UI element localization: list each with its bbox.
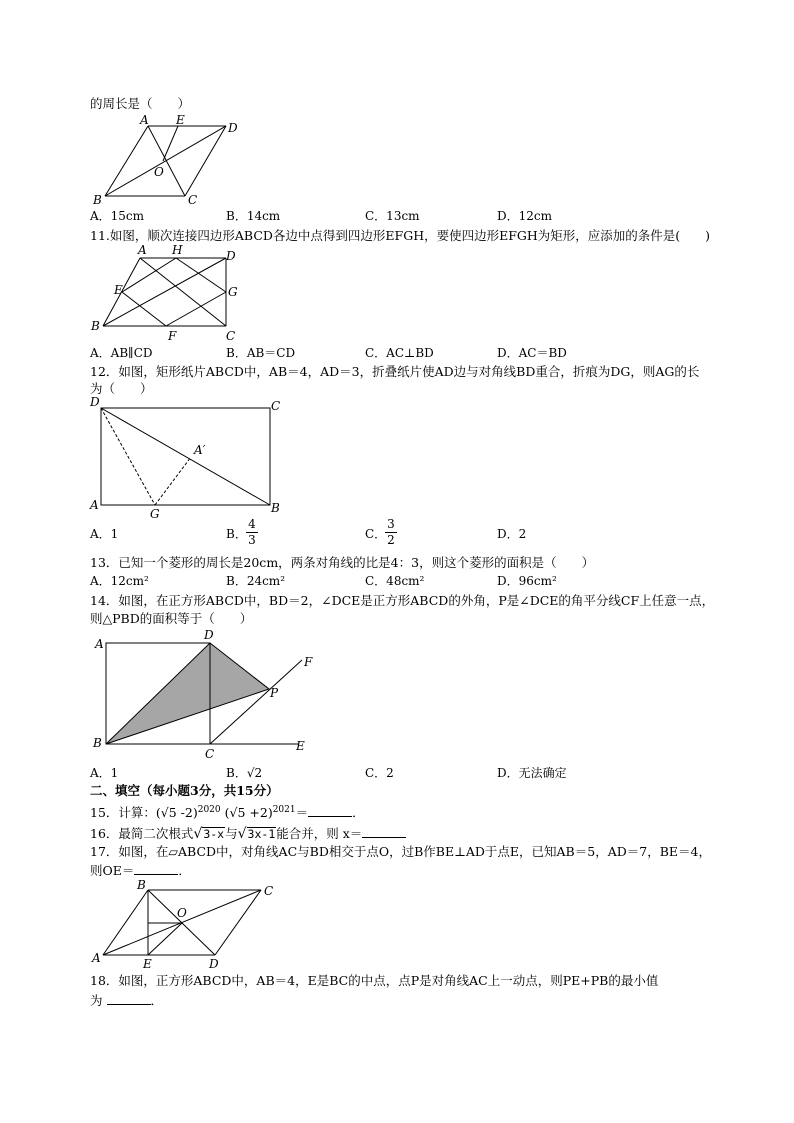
q10-option-c: C．13cm xyxy=(365,209,420,223)
q10-label-d: D xyxy=(228,121,238,135)
q15-exp1: 2020 xyxy=(197,805,221,815)
q13-stem: 13．已知一个菱形的周长是20cm，两条对角线的比是4：3，则这个菱形的面积是（ ） xyxy=(90,555,595,570)
q12-frac-b-num: 4 xyxy=(248,517,256,531)
q12-option-b: B． xyxy=(226,527,247,541)
q11-option-d: D．AC＝BD xyxy=(497,346,567,360)
q15-equals: ＝ xyxy=(295,805,309,821)
q14-label-d: D xyxy=(204,628,214,642)
q17-label-o: O xyxy=(177,906,187,920)
q14-label-c: C xyxy=(205,747,215,761)
q13-option-b: B．24cm² xyxy=(226,574,285,588)
q16-mid: 与 xyxy=(225,826,238,841)
q17-answer-blank[interactable] xyxy=(134,862,178,875)
q16-suffix: 能合并，则 x＝ xyxy=(276,826,363,841)
q12-frac-c-num: 3 xyxy=(387,517,395,531)
q16-radicand2: 3x-1 xyxy=(247,827,276,841)
q12-fraction-c xyxy=(385,518,397,547)
q18-answer-blank[interactable] xyxy=(107,992,151,1005)
q16-answer-blank[interactable] xyxy=(362,825,406,838)
q10-label-e: E xyxy=(176,113,185,127)
q18-line2 xyxy=(90,992,163,1009)
q14-label-b: B xyxy=(93,736,102,750)
q10-stem-tail: 的周长是（ ） xyxy=(90,96,191,111)
q12-option-d: D．2 xyxy=(497,527,527,541)
q17-label-a: A xyxy=(92,951,101,965)
q11-stem: 11.如图，顺次连接四边形ABCD各边中点得到四边形EFGH，要使四边形EFGH为矩形，应添加的条件是( ) xyxy=(90,228,711,243)
q10-label-c: C xyxy=(188,193,198,207)
q12-frac-c-den: 2 xyxy=(387,533,395,547)
q16-radicand1: 3-x xyxy=(203,827,225,841)
q12-figure xyxy=(88,394,288,522)
q11-label-f: F xyxy=(168,329,177,343)
q10-figure xyxy=(88,112,258,212)
q10-label-a: A xyxy=(140,113,149,127)
q16-line: 16．最简二次根式√3-x与√3x-1能合并，则 x＝ xyxy=(90,825,406,842)
q13-option-d: D．96cm² xyxy=(497,574,557,588)
q16-prefix: 16．最简二次根式 xyxy=(90,826,194,841)
q17-figure xyxy=(88,876,288,971)
q15-answer-blank[interactable] xyxy=(308,804,352,817)
q11-label-d: D xyxy=(226,249,236,263)
q14-figure xyxy=(88,626,328,760)
q14-label-a: A xyxy=(95,637,104,651)
q12-label-d: D xyxy=(90,395,100,409)
q14-option-c: C．2 xyxy=(365,766,394,780)
q14-option-b: B．√2 xyxy=(226,766,263,780)
q11-option-c: C．AC⊥BD xyxy=(365,346,434,360)
q14-stem-line1: 14．如图，在正方形ABCD中，BD＝2，∠DCE是正方形ABCD的外角，P是∠DCE的角平分线CF上任意一点， xyxy=(90,593,715,608)
q11-label-a: A xyxy=(138,243,147,257)
q17-label-e: E xyxy=(143,957,152,971)
q14-label-p: P xyxy=(270,686,279,700)
q11-option-b: B．AB＝CD xyxy=(226,346,296,360)
q12-frac-b-den: 3 xyxy=(248,533,256,547)
q14-label-f: F xyxy=(304,655,313,669)
q15-end: ． xyxy=(352,805,365,821)
section2-title: 二、填空（每小题3分，共15分） xyxy=(90,783,279,798)
q15-expr1: (√5 -2) xyxy=(155,805,198,821)
q15-expr2: (√5 +2) xyxy=(224,805,273,821)
q12-option-c: C． xyxy=(365,527,387,541)
q11-label-g: G xyxy=(228,285,238,299)
q12-option-a: A．1 xyxy=(90,527,119,541)
q11-label-e: E xyxy=(114,283,123,297)
q17-end: ． xyxy=(178,863,191,878)
q17-label-c: C xyxy=(264,884,274,898)
q10-label-b: B xyxy=(93,193,102,207)
q13-option-a: A．12cm² xyxy=(90,574,149,588)
q15-prefix: 15．计算： xyxy=(90,805,156,821)
q11-label-h: H xyxy=(172,243,183,257)
q10-option-d: D．12cm xyxy=(497,209,552,223)
q14-option-d: D．无法确定 xyxy=(497,766,567,780)
q11-label-c: C xyxy=(226,329,236,343)
q12-label-b: B xyxy=(271,501,280,515)
q12-label-a-prime: A′ xyxy=(194,443,206,457)
q17-label-b: B xyxy=(137,878,146,892)
q12-stem-line2: 为（ ） xyxy=(90,381,153,396)
q12-label-g: G xyxy=(150,507,160,521)
q11-figure xyxy=(88,242,248,342)
q10-label-o: O xyxy=(154,165,164,179)
q12-label-c: C xyxy=(271,399,281,413)
q14-label-e: E xyxy=(296,739,305,753)
q10-option-a: A．15cm xyxy=(90,209,145,223)
q12-stem-line1: 12．如图，矩形纸片ABCD中，AB＝4，AD＝3，折叠纸片使AD边与对角线BD重合，折痕为DG，则AG的长 xyxy=(90,364,700,379)
q18-stem-line2: 为 xyxy=(90,993,103,1008)
q13-option-c: C．48cm² xyxy=(365,574,425,588)
q15-exp2: 2021 xyxy=(272,805,296,815)
q14-shaded-triangle xyxy=(106,643,269,744)
q14-stem-line2: 则△PBD的面积等于（ ） xyxy=(90,611,253,626)
q11-option-a: A．AB∥CD xyxy=(90,346,153,360)
q14-option-a: A．1 xyxy=(90,766,119,780)
q17-label-d: D xyxy=(209,957,219,971)
q17-stem-line1: 17．如图，在▱ABCD中，对角线AC与BD相交于点O，过B作BE⊥AD于点E，已知AB＝5，AD＝7，BE＝4， xyxy=(90,844,711,859)
q17-stem-line2: 则OE＝ xyxy=(90,863,135,878)
q18-stem-line1: 18．如图，正方形ABCD中，AB＝4，E是BC的中点，点P是对角线AC上一动点，则PE+PB的最小值 xyxy=(90,973,659,988)
q10-option-b: B．14cm xyxy=(226,209,281,223)
q12-fraction-b xyxy=(246,518,258,547)
q18-end: ． xyxy=(150,993,164,1008)
q11-label-b: B xyxy=(91,319,100,333)
q15-line xyxy=(90,802,365,821)
q12-label-a: A xyxy=(90,498,99,512)
